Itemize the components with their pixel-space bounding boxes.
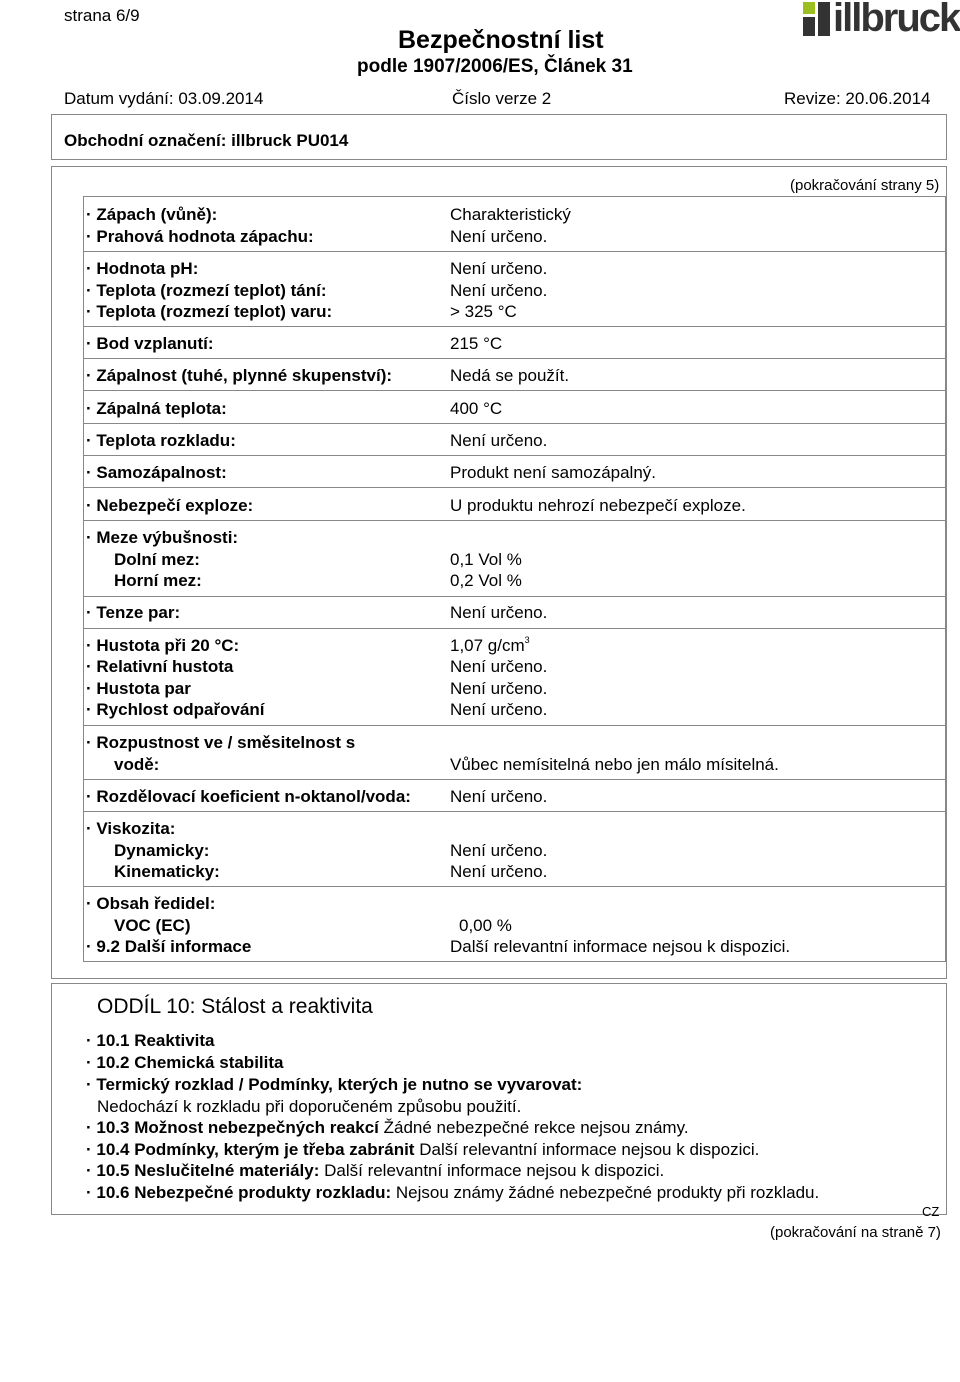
section10-line	[86, 1183, 819, 1203]
document-title: Bezpečnostní list	[398, 26, 604, 54]
line-heading: · 10.5 Neslučitelné materiály:	[86, 1161, 320, 1180]
prop-label: · Rozpustnost ve / směsitelnost s	[86, 733, 356, 752]
line-text: Další relevantní informace nejsou k dispozici.	[319, 1161, 665, 1180]
prop-label: · Nebezpečí exploze:	[86, 496, 254, 515]
prop-label: · Meze výbušnosti:	[86, 528, 239, 547]
prop-value: Vůbec nemísitelná nebo jen málo mísitelná.	[450, 755, 779, 774]
line-heading: · 10.3 Možnost nebezpečných reakcí	[86, 1118, 379, 1137]
prop-value: Není určeno.	[450, 259, 548, 278]
prop-label: VOC (EC)	[114, 916, 191, 935]
page-number: strana 6/9	[64, 6, 140, 25]
prop-label: · Viskozita:	[86, 819, 176, 838]
prop-value: 400 °C	[450, 399, 503, 418]
logo-text: illbruck	[833, 0, 960, 40]
prop-value: > 325 °C	[450, 302, 517, 321]
prop-label: Dolní mez:	[114, 550, 200, 569]
revision-date: Revize: 20.06.2014	[784, 89, 931, 108]
row-divider	[84, 520, 946, 521]
row-divider	[84, 811, 946, 812]
prop-label: · Teplota rozkladu:	[86, 431, 236, 450]
prop-label: · Teplota (rozmezí teplot) tání:	[86, 281, 327, 300]
prop-value: Není určeno.	[450, 862, 548, 881]
row-divider	[84, 423, 946, 424]
continued-on: (pokračování na straně 7)	[770, 1224, 941, 1241]
prop-label: · Zápach (vůně):	[86, 205, 218, 224]
line-text: Žádné nebezpečné rekce nejsou známy.	[378, 1118, 689, 1137]
prop-label: · Rozdělovací koeficient n-oktanol/voda:	[86, 787, 411, 806]
prop-value: Není určeno.	[450, 603, 548, 622]
issue-date: Datum vydání: 03.09.2014	[64, 89, 264, 108]
prop-label: · Samozápalnost:	[86, 463, 227, 482]
prop-label: · Bod vzplanutí:	[86, 334, 214, 353]
prop-label: · Zápalnost (tuhé, plynné skupenství):	[86, 366, 393, 385]
prop-value: U produktu nehrozí nebezpečí exploze.	[450, 496, 746, 515]
prop-value: Není určeno.	[450, 679, 548, 698]
prop-label: · Obsah ředidel:	[86, 894, 216, 913]
row-divider	[84, 596, 946, 597]
version-number: Číslo verze 2	[452, 89, 552, 108]
row-divider	[84, 487, 946, 488]
line-heading: · 10.1 Reaktivita	[86, 1031, 215, 1050]
prop-label: · Zápalná teplota:	[86, 399, 227, 418]
prop-label: · Teplota (rozmezí teplot) varu:	[86, 302, 333, 321]
prop-value: Není určeno.	[450, 700, 548, 719]
document-subtitle: podle 1907/2006/ES, Článek 31	[357, 56, 633, 77]
prop-label: · Tenze par:	[86, 603, 181, 622]
prop-label: · 9.2 Další informace	[86, 937, 252, 956]
line-heading: · 10.4 Podmínky, kterým je třeba zabránit	[86, 1140, 415, 1159]
section10-line	[86, 1031, 215, 1051]
section10-line	[86, 1161, 664, 1181]
prop-label: Dynamicky:	[114, 841, 210, 860]
density-value: 1,07 g/cm	[450, 636, 525, 655]
row-divider	[84, 779, 946, 780]
prop-label: · Hustota při 20 °C:	[86, 636, 240, 655]
prop-label: vodě:	[114, 755, 160, 774]
prop-value: 0,00 %	[459, 916, 512, 935]
row-divider	[84, 886, 946, 887]
prop-value: Nedá se použít.	[450, 366, 570, 385]
section10-line	[86, 1118, 689, 1138]
prop-value: Není určeno.	[450, 657, 548, 676]
section10-line	[86, 1075, 582, 1095]
prop-value: Není určeno.	[450, 787, 548, 806]
prop-value	[450, 636, 530, 656]
row-divider	[84, 725, 946, 726]
row-divider	[84, 390, 946, 391]
line-text: Nejsou známy žádné nebezpečné produkty při rozkladu.	[391, 1183, 820, 1202]
line-heading: · Termický rozklad / Podmínky, kterých je nutno se vyvarovat:	[86, 1075, 583, 1094]
row-divider	[84, 628, 946, 629]
row-divider	[84, 358, 946, 359]
line-heading: · 10.2 Chemická stabilita	[86, 1053, 284, 1072]
section10-line	[86, 1140, 759, 1160]
prop-value: 215 °C	[450, 334, 503, 353]
logo-mark-icon	[803, 2, 831, 36]
section10-title: ODDÍL 10: Stálost a reaktivita	[97, 995, 373, 1018]
row-divider	[84, 326, 946, 327]
unit-superscript: 3	[524, 635, 530, 645]
prop-label: Horní mez:	[114, 571, 202, 590]
row-divider	[84, 251, 946, 252]
prop-value: Další relevantní informace nejsou k dispozici.	[450, 937, 791, 956]
prop-label: · Rychlost odpařování	[86, 700, 265, 719]
continued-from: (pokračování strany 5)	[790, 177, 940, 194]
section10-line	[86, 1053, 283, 1073]
country-code: CZ	[922, 1204, 940, 1219]
prop-label: · Relativní hustota	[86, 657, 234, 676]
line-heading: · 10.6 Nebezpečné produkty rozkladu:	[86, 1183, 392, 1202]
prop-value: Není určeno.	[450, 431, 548, 450]
line-text: Nedochází k rozkladu při doporučeném způsobu použití.	[97, 1097, 522, 1116]
prop-value: Není určeno.	[450, 227, 548, 246]
prop-value: 0,2 Vol %	[450, 571, 522, 590]
section10-line	[97, 1097, 521, 1117]
trade-name: Obchodní označení: illbruck PU014	[64, 131, 349, 150]
prop-value: Charakteristický	[450, 205, 571, 224]
row-divider	[84, 455, 946, 456]
prop-value: Není určeno.	[450, 281, 548, 300]
prop-value: Není určeno.	[450, 841, 548, 860]
prop-label: · Hodnota pH:	[86, 259, 199, 278]
prop-label: · Prahová hodnota zápachu:	[86, 227, 314, 246]
prop-label: Kinematicky:	[114, 862, 220, 881]
prop-value: 0,1 Vol %	[450, 550, 522, 569]
line-text: Další relevantní informace nejsou k dispozici.	[414, 1140, 760, 1159]
prop-label: · Hustota par	[86, 679, 191, 698]
prop-value: Produkt není samozápalný.	[450, 463, 657, 482]
